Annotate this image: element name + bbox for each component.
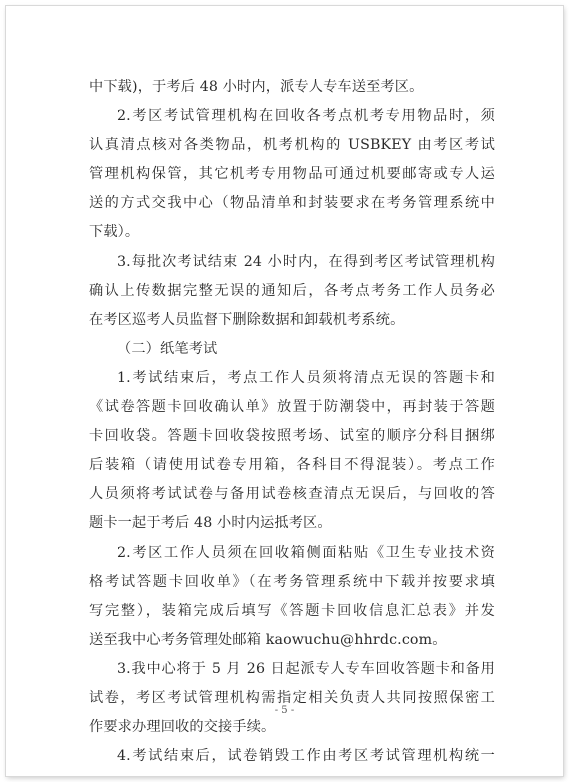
text-line: 在考区巡考人员监督下删除数据和卸载机考系统。 bbox=[89, 311, 405, 328]
text-line: 2.考区考试管理机构在回收各考点机考专用物品时，须 bbox=[117, 108, 495, 125]
text-line: 作要求办理回收的交接手续。 bbox=[89, 719, 276, 736]
text-line: 认真清点核对各类物品，机考机构的 USBKEY 由考区考试 bbox=[89, 137, 495, 154]
section-heading: （二）纸笔考试 bbox=[117, 340, 218, 357]
text-line: 3.我中心将于 5 月 26 日起派专人专车回收答题卡和备用 bbox=[117, 660, 495, 677]
text-line: 中下载)，于考后 48 小时内，派专人专车送至考区。 bbox=[89, 79, 424, 95]
text-line: 人员须将考试试卷与备用试卷核查清点无误后，与回收的答 bbox=[89, 486, 495, 503]
text-line: 管理机构保管，其它机考专用物品可通过机要邮寄或专人运 bbox=[89, 166, 495, 183]
text-line: 2.考区工作人员须在回收箱侧面粘贴《卫生专业技术资 bbox=[117, 544, 495, 561]
text-line: 试卷，考区考试管理机构需指定相关负责人共同按照保密工 bbox=[89, 689, 495, 706]
document-body bbox=[89, 73, 495, 771]
text-line: 确认上传数据完整无误的通知后，各考点考务工作人员务必 bbox=[89, 282, 495, 299]
document-page bbox=[6, 6, 563, 776]
text-line: 送至我中心考务管理处邮箱 kaowuchu@hhrdc.com。 bbox=[89, 631, 447, 648]
text-line: 3.每批次考试结束 24 小时内，在得到考区考试管理机构 bbox=[117, 253, 495, 270]
text-line: 《试卷答题卡回收确认单》放置于防潮袋中，再封装于答题 bbox=[89, 399, 495, 416]
page-number: - 5 - bbox=[274, 705, 295, 716]
text-line: 格考试答题卡回收单》（在考务管理系统中下载并按要求填 bbox=[89, 573, 495, 590]
text-line: 写完整），装箱完成后填写《答题卡回收信息汇总表》并发 bbox=[89, 602, 495, 619]
text-line: 后装箱（请使用试卷专用箱，各科目不得混装）。考点工作 bbox=[89, 457, 495, 474]
text-line: 题卡一起于考后 48 小时内运抵考区。 bbox=[89, 515, 332, 532]
text-line: 送的方式交我中心（物品清单和封装要求在考务管理系统中 bbox=[89, 195, 495, 212]
text-line: 1.考试结束后，考点工作人员须将清点无误的答题卡和 bbox=[117, 369, 495, 386]
text-line: 下载）。 bbox=[89, 224, 140, 241]
text-line: 卡回收袋。答题卡回收袋按照考场、试室的顺序分科目捆绑 bbox=[89, 428, 495, 445]
text-line: 4.考试结束后，试卷销毁工作由考区考试管理机构统一 bbox=[117, 748, 495, 765]
